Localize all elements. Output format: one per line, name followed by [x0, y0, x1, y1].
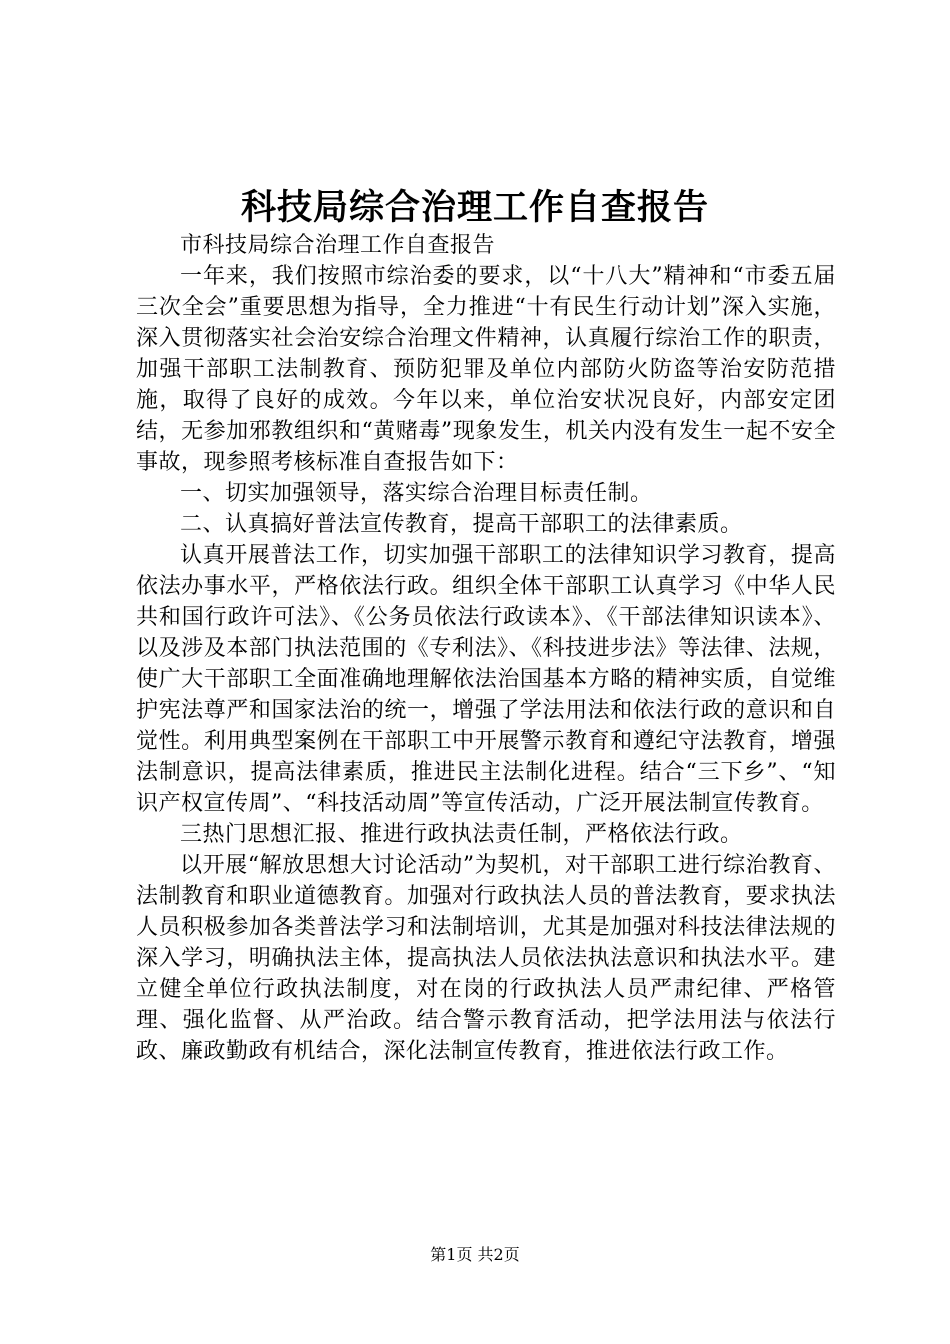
section-heading-3: 三热门思想汇报、推进行政执法责任制，严格依法行政。: [180, 822, 743, 847]
section-3-body-paragraph: 以开展“解放思想大讨论活动”为契机，对干部职工进行综治教育、法制教育和职业道德教育。加强对行政执法人员的普法教育，要求执法人员积极参加各类普法学习和法制培训，尤其是加强对科技法律法规的深入学习，明确执法主体，提高执法人员依法执法意识和执法水平。建立健全单位行政执法制度，对在岗的行政执法人员严肃纪律、严格管理、强化监督、从严治政。结合警示教育活动，把学法用法与依法行政、廉政勤政有机结合，深化法制宣传教育，推进依法行政工作。: [136, 853, 836, 1064]
document-body: [136, 230, 836, 1067]
section-heading-1: 一、切实加强领导，落实综合治理目标责任制。: [180, 481, 653, 506]
section-2-body-paragraph: 认真开展普法工作，切实加强干部职工的法律知识学习教育，提高依法办事水平，严格依法行政。组织全体干部职工认真学习《中华人民共和国行政许可法》、《公务员依法行政读本》、《干部法律知识读本》、以及涉及本部门执法范围的《专利法》、《科技进步法》等法律、法规，使广大干部职工全面准确地理解依法治国基本方略的精神实质，自觉维护宪法尊严和国家法治的统一，增强了学法用法和依法行政的意识和自觉性。利用典型案例在干部职工中开展警示教育和遵纪守法教育，增强法制意识，提高法律素质，推进民主法制化进程。结合“三下乡”、“知识产权宣传周”、“科技活动周”等宣传活动，广泛开展法制宣传教育。: [136, 543, 836, 816]
intro-paragraph: 一年来，我们按照市综治委的要求，以“十八大”精神和“市委五届三次全会”重要思想为指导，全力推进“十有民生行动计划”深入实施，深入贯彻落实社会治安综合治理文件精神，认真履行综治工作的职责，加强干部职工法制教育、预防犯罪及单位内部防火防盗等治安防范措施，取得了良好的成效。今年以来，单位治安状况良好，内部安定团结，无参加邪教组织和“黄赌毒”现象发生，机关内没有发生一起不安全事故，现参照考核标准自查报告如下：: [136, 264, 836, 475]
document-title: 科技局综合治理工作自查报告: [240, 187, 709, 228]
section-heading-2: 二、认真搞好普法宣传教育，提高干部职工的法律素质。: [180, 512, 743, 537]
page-number-footer: 第1页 共2页: [430, 1245, 520, 1264]
subtitle-paragraph: 市科技局综合治理工作自查报告: [180, 233, 496, 258]
